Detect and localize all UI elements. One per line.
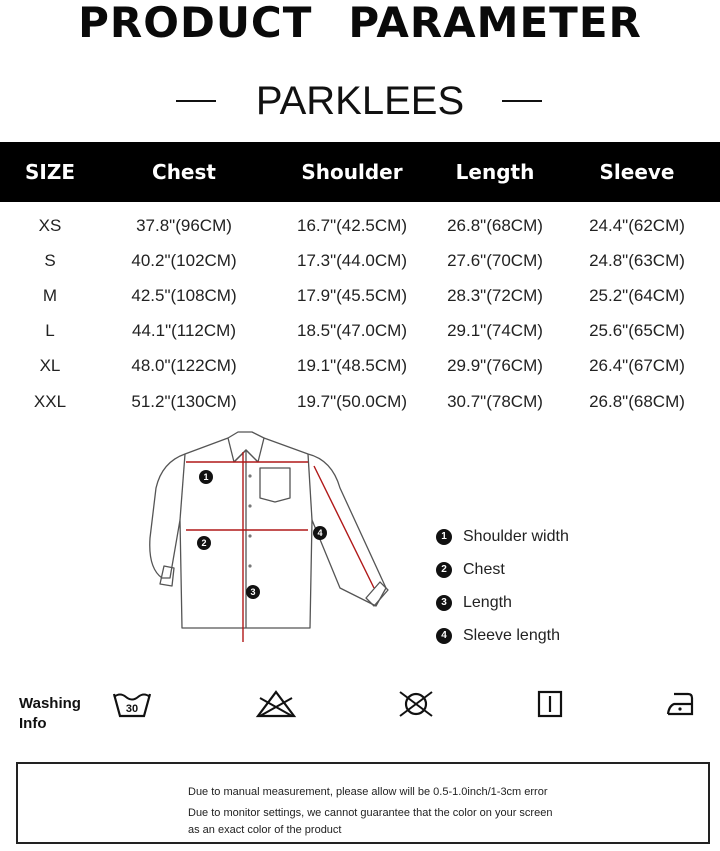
col-header-size: SIZE	[24, 160, 75, 184]
measure-lines	[186, 452, 374, 642]
disclaimer-box	[16, 762, 710, 844]
marker-label-2: 2	[201, 538, 207, 548]
table-row	[0, 349, 720, 384]
cell-chest: 37.8"(96CM)	[136, 215, 232, 235]
marker-labels	[201, 472, 322, 597]
cell-length: 30.7"(78CM)	[447, 391, 543, 411]
cell-sleeve: 26.4"(67CM)	[589, 356, 685, 376]
marker-label-4: 4	[317, 528, 323, 538]
measurement-legend	[436, 520, 686, 652]
cell-size: XXL	[33, 391, 67, 411]
brand-dash-right	[502, 100, 542, 102]
cell-length: 29.1"(74CM)	[447, 321, 543, 341]
cell-length: 29.9"(76CM)	[447, 356, 543, 376]
legend-label: Chest	[463, 560, 505, 578]
legend-item	[436, 520, 686, 553]
cell-shoulder: 17.3"(44.0CM)	[297, 250, 407, 270]
legend-number: 2	[436, 562, 452, 578]
legend-number: 3	[436, 595, 452, 611]
col-header-chest: Chest	[152, 160, 216, 184]
cell-chest: 48.0"(122CM)	[131, 356, 237, 376]
cell-chest: 51.2"(130CM)	[131, 391, 237, 411]
marker-label-1: 1	[203, 472, 209, 482]
line-dry-icon	[536, 688, 564, 720]
cell-size: M	[42, 285, 58, 305]
legend-item	[436, 619, 686, 652]
cell-size: L	[45, 321, 55, 341]
wash-temp-label: 30	[125, 703, 139, 715]
cell-chest: 44.1"(112CM)	[132, 321, 236, 341]
table-header	[0, 142, 720, 202]
cell-length: 26.8"(68CM)	[447, 215, 543, 235]
cell-size: S	[44, 250, 56, 270]
page-title	[0, 0, 720, 48]
brand-row	[0, 78, 720, 124]
table-row	[0, 384, 720, 419]
disclaimer-line-2: Due to monitor settings, we cannot guarantee that the color on your screen	[188, 807, 553, 819]
legend-number: 1	[436, 529, 452, 545]
col-header-shoulder: Shoulder	[301, 160, 403, 184]
cell-sleeve: 25.2"(64CM)	[589, 285, 685, 305]
cell-shoulder: 18.5"(47.0CM)	[297, 321, 407, 341]
washing-info-label	[19, 694, 89, 734]
legend-number: 4	[436, 628, 452, 644]
col-header-sleeve: Sleeve	[599, 160, 675, 184]
disclaimer-line-1: Due to manual measurement, please allow will be 0.5-1.0inch/1-3cm error	[188, 786, 548, 798]
legend-label: Shoulder width	[463, 527, 569, 545]
wash-30-icon	[112, 688, 152, 720]
col-header-length: Length	[455, 160, 535, 184]
cell-sleeve: 25.6"(65CM)	[589, 321, 685, 341]
title-parameter: PARAMETER	[348, 0, 642, 47]
do-not-tumble-dry-icon	[396, 688, 436, 720]
brand-name: PARKLEES	[255, 79, 465, 123]
marker-label-3: 3	[250, 587, 256, 597]
legend-item	[436, 586, 686, 619]
measure-markers	[197, 470, 327, 599]
cell-shoulder: 17.9"(45.5CM)	[297, 285, 407, 305]
cell-size: XL	[39, 356, 61, 376]
cell-length: 27.6"(70CM)	[447, 250, 543, 270]
do-not-bleach-icon	[254, 688, 298, 720]
cell-chest: 40.2"(102CM)	[131, 250, 237, 270]
title-product: PRODUCT	[78, 0, 313, 47]
legend-label: Sleeve length	[463, 626, 560, 644]
cell-chest: 42.5"(108CM)	[131, 285, 237, 305]
cell-shoulder: 19.1"(48.5CM)	[297, 356, 407, 376]
cell-sleeve: 24.4"(62CM)	[589, 215, 685, 235]
table-row	[0, 208, 720, 243]
shirt-buttons	[248, 474, 251, 597]
washing-label-line2: Info	[19, 715, 47, 732]
cell-sleeve: 26.8"(68CM)	[589, 391, 685, 411]
cell-shoulder: 19.7"(50.0CM)	[297, 391, 407, 411]
cell-size: XS	[38, 215, 62, 235]
cell-sleeve: 24.8"(63CM)	[589, 250, 685, 270]
disclaimer-line-3: as an exact color of the product	[188, 824, 342, 836]
table-row	[0, 314, 720, 349]
table-body	[0, 202, 720, 419]
table-row	[0, 243, 720, 278]
legend-label: Length	[463, 593, 512, 611]
size-table	[0, 142, 720, 419]
cell-length: 28.3"(72CM)	[447, 285, 543, 305]
washing-label-line1: Washing	[19, 695, 81, 712]
brand-dash-left	[176, 100, 216, 102]
iron-low-icon	[664, 688, 696, 720]
shirt-measurement-diagram	[140, 428, 400, 650]
cell-shoulder: 16.7"(42.5CM)	[297, 215, 407, 235]
table-row	[0, 278, 720, 313]
legend-item	[436, 553, 686, 586]
